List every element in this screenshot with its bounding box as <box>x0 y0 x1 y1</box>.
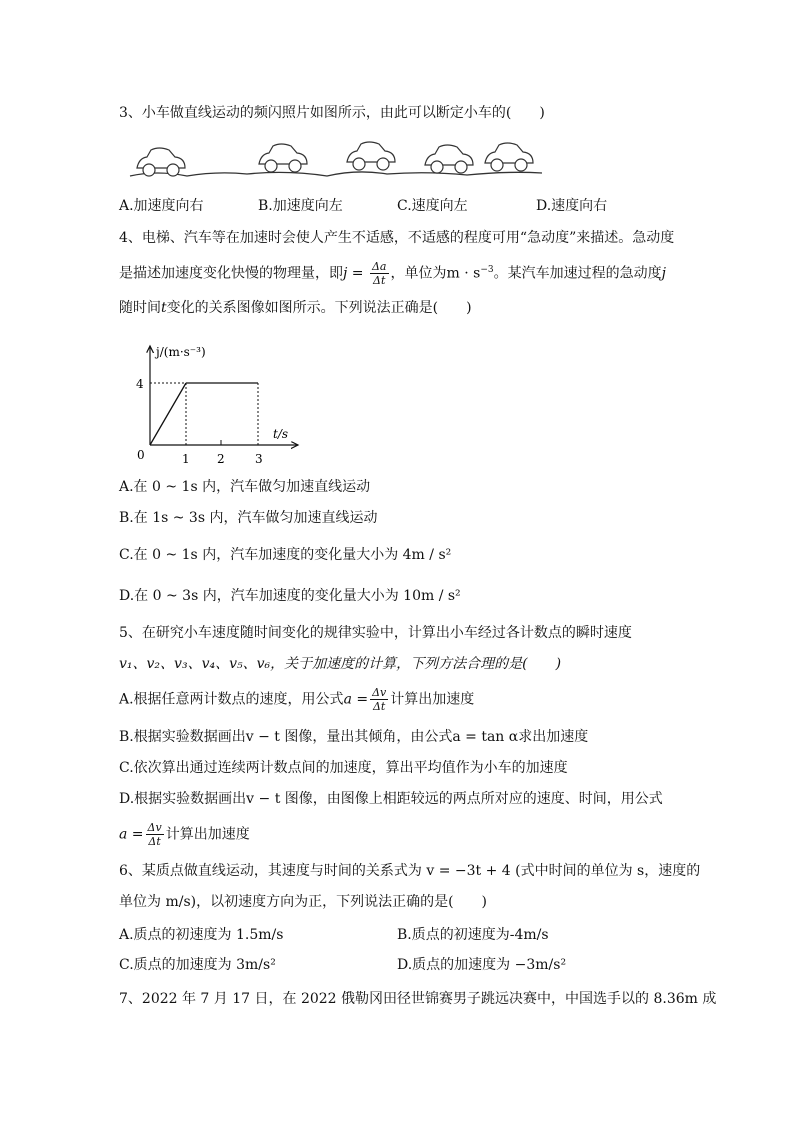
q3-option-a: A.加速度向右 <box>119 198 204 214</box>
fraction-denominator: Δt <box>373 274 386 288</box>
fraction-numerator: Δa <box>371 260 387 274</box>
a-equals: a = <box>343 691 369 708</box>
x-tick-label-3: 3 <box>255 452 263 466</box>
q4-option-c: C.在 0 ~ 1s 内，汽车加速度的变化量大小为 4m / s² <box>119 547 452 563</box>
q5-option-d-line1: D.根据实验数据画出v − t 图像，由图像上相距较远的两点所对应的速度、时间，用公式 <box>119 791 663 807</box>
q3-option-c: C.速度向左 <box>397 198 468 214</box>
q5-optD-post: 计算出加速度 <box>165 826 250 843</box>
jerk-fraction <box>370 260 389 287</box>
fraction-numerator: Δv <box>372 686 387 699</box>
q6-stem-line2: 单位为 m/s)，以初速度方向为正，下列说法正确的是( ) <box>119 894 488 910</box>
fraction-numerator: Δv <box>147 821 162 834</box>
q6-stem-line1: 6、某质点做直线运动，其速度与时间的关系式为 v = −3t + 4 (式中时间的单位为 s，速度的 <box>119 863 701 879</box>
q3-option-d: D.速度向右 <box>536 198 608 214</box>
q4-option-b: B.在 1s ~ 3s 内，汽车做匀加速直线运动 <box>119 510 378 526</box>
car-strobe-figure <box>127 138 547 188</box>
time-symbol: t <box>161 300 167 316</box>
q4-stem-line2 <box>119 260 666 287</box>
car-5 <box>485 143 533 171</box>
y-tick-label: 4 <box>136 377 144 391</box>
car-3 <box>347 142 395 170</box>
q6-option-d: D.质点的加速度为 −3m/s² <box>397 957 567 973</box>
q6-option-c: C.质点的加速度为 3m/s² <box>119 957 276 973</box>
jerk-symbol-2: j <box>661 265 666 282</box>
origin-label: 0 <box>137 448 145 462</box>
fraction-denominator: Δt <box>148 835 161 848</box>
x-tick-label-2: 2 <box>217 452 225 466</box>
q4-line2-pre: 是描述加速度变化快慢的物理量，即 <box>119 265 343 282</box>
q5-stem-line2: v₁、v₂、v₃、v₄、v₅、v₆，关于加速度的计算，下列方法合理的是( ) <box>119 656 562 672</box>
road-line <box>130 172 542 176</box>
q4-line3-pre: 随时间 <box>119 300 161 316</box>
q5-optA-pre: A.根据任意两计数点的速度，用公式 <box>119 691 344 708</box>
x-tick-label-1: 1 <box>182 452 190 466</box>
q4-option-d: D.在 0 ~ 3s 内，汽车加速度的变化量大小为 10m / s² <box>119 588 461 604</box>
q5-option-d-line2 <box>119 821 250 848</box>
car-1 <box>137 148 185 176</box>
q5-option-c: C.依次算出通过连续两计数点间的加速度，算出平均值作为小车的加速度 <box>119 760 568 776</box>
accel-fraction <box>370 686 388 713</box>
equals-sign: = <box>351 265 364 282</box>
q4-line2-mid: ，单位为 <box>390 265 447 282</box>
car-2 <box>259 144 307 172</box>
q5-option-b: B.根据实验数据画出v − t 图像，量出其倾角，由公式a = tan α求出加速度 <box>119 729 589 745</box>
q4-stem-line3 <box>119 298 472 318</box>
y-axis-label: j/(m·s⁻³) <box>156 345 206 359</box>
q4-line3-post: 变化的关系图像如图所示。下列说法正确是( ) <box>166 300 472 316</box>
q4-option-a: A.在 0 ~ 1s 内，汽车做匀加速直线运动 <box>119 479 371 495</box>
jerk-symbol: j <box>343 265 348 282</box>
q3-stem: 3、小车做直线运动的频闪照片如图所示，由此可以断定小车的( ) <box>119 105 545 121</box>
q6-option-a: A.质点的初速度为 1.5m/s <box>119 927 284 943</box>
q4-line2-post: 。某汽车加速过程的急动度 <box>493 265 662 282</box>
jerk-time-graph <box>128 338 308 468</box>
jerk-ramp-segment <box>150 383 186 445</box>
fraction-denominator: Δt <box>372 700 386 713</box>
q5-stem-line1: 5、在研究小车速度随时间变化的规律实验中，计算出小车经过各计数点的瞬时速度 <box>119 625 632 641</box>
q4-stem-line1: 4、电梯、汽车等在加速时会使人产生不适感，不适感的程度可用“急动度”来描述。急动度 <box>119 230 675 246</box>
unit-exponent: −3 <box>480 265 494 275</box>
q7-stem-line1: 7、2022 年 7 月 17 日，在 2022 俄勒冈田径世锦赛男子跳远决赛中，中国选手以的 8.36m 成 <box>119 991 717 1007</box>
accel-fraction-2 <box>146 821 164 848</box>
q3-option-b: B.加速度向左 <box>258 198 343 214</box>
a-equals-2: a = <box>119 826 144 843</box>
q5-optA-post: 计算出加速度 <box>390 691 475 708</box>
q5-option-a <box>119 686 474 713</box>
car-4 <box>425 145 473 173</box>
unit-text: m · s <box>446 265 481 282</box>
x-axis-label: t/s <box>273 427 289 441</box>
q6-option-b: B.质点的初速度为-4m/s <box>397 927 549 943</box>
